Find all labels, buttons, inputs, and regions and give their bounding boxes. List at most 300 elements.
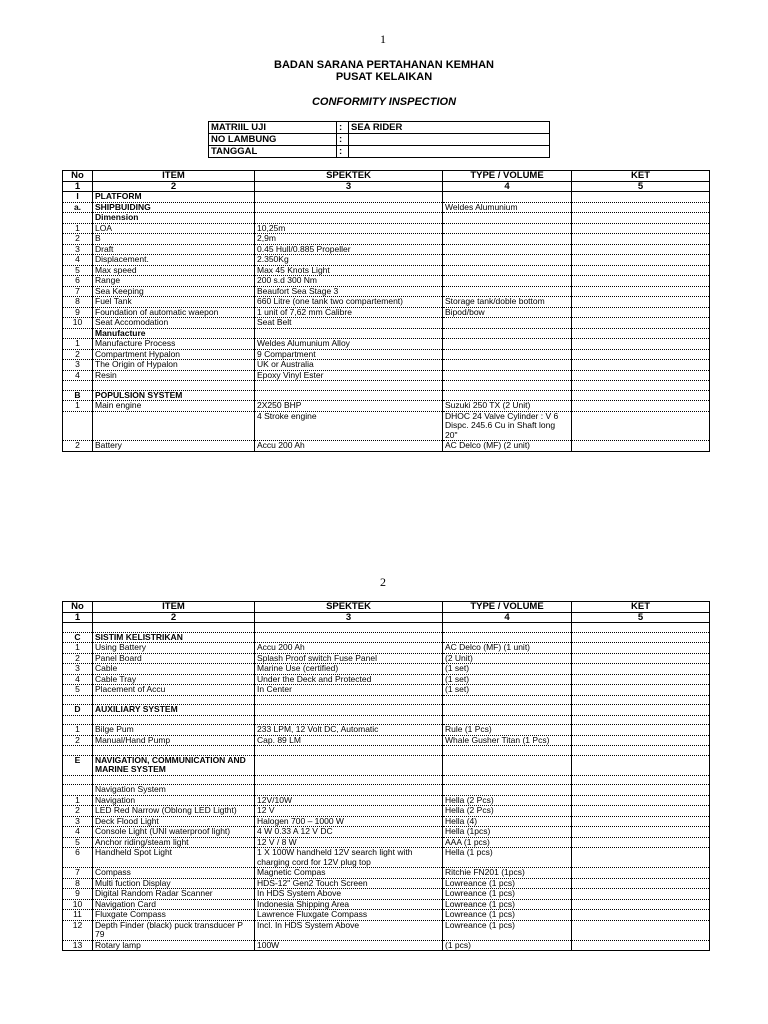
cell-no: 6 <box>63 848 93 868</box>
cell-no: 9 <box>63 889 93 900</box>
cell-spektek: UK or Australia <box>255 360 443 371</box>
cell-type-volume <box>443 339 572 350</box>
table-row <box>63 441 710 452</box>
cell-item: Bilge Pum <box>93 725 255 736</box>
cell-ket <box>572 286 710 297</box>
cell-ket <box>572 318 710 329</box>
cell-spektek: Accu 200 Ah <box>255 441 443 452</box>
col-header-no: No <box>63 602 93 613</box>
table-row <box>63 276 710 287</box>
cell-type-volume <box>443 775 572 785</box>
cell-spektek: Indonesia Shipping Area <box>255 899 443 910</box>
cell-type-volume <box>443 213 572 224</box>
cell-ket <box>572 328 710 339</box>
cell-no <box>63 785 93 796</box>
cell-spektek <box>255 390 443 401</box>
table-row <box>63 725 710 736</box>
column-number-row <box>63 181 710 192</box>
table-row <box>63 213 710 224</box>
cell-ket <box>572 674 710 685</box>
cell-spektek: In HDS System Above <box>255 889 443 900</box>
cell-item: Max speed <box>93 265 255 276</box>
col-number: 2 <box>93 181 255 192</box>
cell-ket <box>572 940 710 951</box>
info-separator: : <box>337 122 349 134</box>
cell-spektek <box>255 785 443 796</box>
cell-ket <box>572 643 710 654</box>
info-separator: : <box>337 146 349 158</box>
cell-no: 5 <box>63 837 93 848</box>
cell-item: Battery <box>93 441 255 452</box>
document-subtitle: CONFORMITY INSPECTION <box>311 96 457 108</box>
table-row <box>63 244 710 255</box>
cell-item: Rotary lamp <box>93 940 255 951</box>
table-row <box>63 715 710 725</box>
cell-type-volume: Lowreance (1 pcs) <box>443 889 572 900</box>
cell-no: B <box>63 390 93 401</box>
cell-type-volume: (2 Unit) <box>443 653 572 664</box>
cell-type-volume <box>443 276 572 287</box>
cell-ket <box>572 255 710 266</box>
cell-ket <box>572 360 710 371</box>
table-row <box>63 889 710 900</box>
cell-item: Depth Finder (black) puck transducer P 79 <box>93 920 255 940</box>
col-number: 4 <box>443 612 572 623</box>
header-line-2: PUSAT KELAIKAN <box>335 71 433 83</box>
cell-item: Cable Tray <box>93 674 255 685</box>
cell-ket <box>572 848 710 868</box>
cell-ket <box>572 695 710 705</box>
cell-no: 2 <box>63 349 93 360</box>
table-row <box>63 411 710 441</box>
cell-item <box>93 746 255 756</box>
col-header-item: ITEM <box>93 602 255 613</box>
info-row <box>209 122 550 134</box>
cell-ket <box>572 775 710 785</box>
cell-type-volume <box>443 705 572 716</box>
cell-ket <box>572 899 710 910</box>
table-row <box>63 307 710 318</box>
cell-no <box>63 381 93 391</box>
cell-spektek <box>255 705 443 716</box>
cell-no: 5 <box>63 685 93 696</box>
cell-spektek: Under the Deck and Protected <box>255 674 443 685</box>
cell-no: C <box>63 632 93 643</box>
cell-ket <box>572 725 710 736</box>
cell-type-volume: Storage tank/doble bottom <box>443 297 572 308</box>
col-number: 2 <box>93 612 255 623</box>
cell-item: Anchor riding/steam light <box>93 837 255 848</box>
cell-type-volume: Bipod/bow <box>443 307 572 318</box>
table-row <box>63 775 710 785</box>
cell-no: 12 <box>63 920 93 940</box>
cell-spektek: Cap. 89 LM <box>255 735 443 746</box>
cell-ket <box>572 735 710 746</box>
cell-item: Cable <box>93 664 255 675</box>
cell-item: Handheld Spot Light <box>93 848 255 868</box>
cell-ket <box>572 401 710 412</box>
cell-spektek <box>255 715 443 725</box>
table-row <box>63 795 710 806</box>
cell-type-volume: Ritchie FN201 (1pcs) <box>443 868 572 879</box>
cell-type-volume: AC Delco (MF) (1 unit) <box>443 643 572 654</box>
table-row <box>63 878 710 889</box>
cell-spektek: 100W <box>255 940 443 951</box>
cell-type-volume: (1 pcs) <box>443 940 572 951</box>
table-row <box>63 643 710 654</box>
table-header-row <box>63 602 710 613</box>
cell-type-volume <box>443 623 572 633</box>
cell-ket <box>572 868 710 879</box>
cell-no: 3 <box>63 816 93 827</box>
table-row <box>63 192 710 203</box>
cell-spektek: 12V/10W <box>255 795 443 806</box>
table-row <box>63 297 710 308</box>
cell-item: Navigation <box>93 795 255 806</box>
cell-no <box>63 623 93 633</box>
cell-no: 1 <box>63 795 93 806</box>
cell-item: Navigation System <box>93 785 255 796</box>
cell-no: 6 <box>63 276 93 287</box>
cell-ket <box>572 441 710 452</box>
table-row <box>63 755 710 775</box>
cell-ket <box>572 785 710 796</box>
cell-no: 13 <box>63 940 93 951</box>
cell-ket <box>572 265 710 276</box>
cell-spektek: Accu 200 Ah <box>255 643 443 654</box>
cell-spektek: Magnetic Compas <box>255 868 443 879</box>
cell-ket <box>572 390 710 401</box>
cell-no: D <box>63 705 93 716</box>
cell-type-volume <box>443 390 572 401</box>
cell-item: Navigation Card <box>93 899 255 910</box>
cell-type-volume: Lowreance (1 pcs) <box>443 899 572 910</box>
cell-ket <box>572 192 710 203</box>
cell-no <box>63 775 93 785</box>
cell-spektek <box>255 192 443 203</box>
cell-item <box>93 715 255 725</box>
cell-type-volume <box>443 381 572 391</box>
cell-type-volume: Rule (1 Pcs) <box>443 725 572 736</box>
cell-item: The Origin of Hypalon <box>93 360 255 371</box>
cell-item: Dimension <box>93 213 255 224</box>
table-row <box>63 746 710 756</box>
cell-ket <box>572 653 710 664</box>
cell-type-volume <box>443 318 572 329</box>
cell-item: Multi fuction Display <box>93 878 255 889</box>
cell-type-volume: Lowreance (1 pcs) <box>443 910 572 921</box>
cell-ket <box>572 307 710 318</box>
col-number: 3 <box>255 612 443 623</box>
cell-item: Range <box>93 276 255 287</box>
cell-item: LED Red Narrow (Oblong LED Ligtht) <box>93 806 255 817</box>
cell-spektek: Epoxy Vinyl Ester <box>255 370 443 381</box>
cell-type-volume <box>443 223 572 234</box>
table-row <box>63 674 710 685</box>
cell-no: 2 <box>63 441 93 452</box>
cell-no: 4 <box>63 255 93 266</box>
cell-spektek: 1 X 100W handheld 12V search light with charging cord for 12V plug top <box>255 848 443 868</box>
cell-item: Placement of Accu <box>93 685 255 696</box>
cell-item: Draft <box>93 244 255 255</box>
cell-spektek: 4 W 0.33 A 12 V DC <box>255 827 443 838</box>
cell-item: POPULSION SYSTEM <box>93 390 255 401</box>
cell-ket <box>572 705 710 716</box>
cell-type-volume: AC Delco (MF) (2 unit) <box>443 441 572 452</box>
table-row <box>63 816 710 827</box>
table-row <box>63 255 710 266</box>
cell-item: Compartment Hypalon <box>93 349 255 360</box>
info-label: MATRIIL UJI <box>209 122 337 134</box>
cell-type-volume <box>443 192 572 203</box>
cell-item: SHIPBUIDING <box>93 202 255 213</box>
cell-spektek: 1 unit of 7,62 mm Calibre <box>255 307 443 318</box>
cell-item <box>93 775 255 785</box>
col-number: 3 <box>255 181 443 192</box>
cell-type-volume: Hella (1 pcs) <box>443 848 572 868</box>
cell-type-volume: Hella (2 Pcs) <box>443 806 572 817</box>
cell-no: 7 <box>63 286 93 297</box>
cell-item: SISTIM KELISTRIKAN <box>93 632 255 643</box>
cell-type-volume <box>443 349 572 360</box>
col-header-spektek: SPEKTEK <box>255 171 443 182</box>
cell-spektek: Lawrence Fluxgate Compass <box>255 910 443 921</box>
cell-ket <box>572 381 710 391</box>
cell-no: 3 <box>63 244 93 255</box>
cell-spektek: 12 V <box>255 806 443 817</box>
cell-item: Console Light (UNI waterproof light) <box>93 827 255 838</box>
cell-item: Manufacture <box>93 328 255 339</box>
cell-spektek: 10,25m <box>255 223 443 234</box>
cell-no <box>63 328 93 339</box>
cell-item: Displacement. <box>93 255 255 266</box>
cell-type-volume: Hella (2 Pcs) <box>443 795 572 806</box>
cell-item: Deck Flood Light <box>93 816 255 827</box>
table-row <box>63 370 710 381</box>
cell-type-volume <box>443 255 572 266</box>
col-number: 1 <box>63 612 93 623</box>
table-row <box>63 705 710 716</box>
cell-type-volume: Hella (4) <box>443 816 572 827</box>
cell-ket <box>572 234 710 245</box>
cell-spektek: Max 45 Knots Light <box>255 265 443 276</box>
cell-item: AUXILIARY SYSTEM <box>93 705 255 716</box>
table-row <box>63 806 710 817</box>
cell-spektek: 2X250 BHP <box>255 401 443 412</box>
cell-item <box>93 623 255 633</box>
cell-no: 10 <box>63 899 93 910</box>
cell-ket <box>572 795 710 806</box>
cell-type-volume: Hella (1pcs) <box>443 827 572 838</box>
cell-spektek <box>255 202 443 213</box>
cell-no: 4 <box>63 827 93 838</box>
inspection-table-page-1 <box>62 170 710 452</box>
column-number-row <box>63 612 710 623</box>
cell-type-volume: DHOC 24 Valve Cylinder : V 6 Dispc. 245.6 Cu in Shaft long 20" <box>443 411 572 441</box>
cell-no: 3 <box>63 360 93 371</box>
col-number: 4 <box>443 181 572 192</box>
cell-spektek: 200 s.d 300 Nm <box>255 276 443 287</box>
cell-ket <box>572 827 710 838</box>
info-row <box>209 146 550 158</box>
table-row <box>63 695 710 705</box>
col-header-ket: KET <box>572 602 710 613</box>
table-row <box>63 653 710 664</box>
header-line-1: BADAN SARANA PERTAHANAN KEMHAN <box>274 59 494 71</box>
cell-no: 11 <box>63 910 93 921</box>
cell-no: a. <box>63 202 93 213</box>
cell-ket <box>572 920 710 940</box>
cell-ket <box>572 339 710 350</box>
cell-ket <box>572 202 710 213</box>
cell-no: 1 <box>63 339 93 350</box>
cell-no: 8 <box>63 878 93 889</box>
cell-ket <box>572 223 710 234</box>
cell-spektek <box>255 775 443 785</box>
table-row <box>63 910 710 921</box>
cell-no: 9 <box>63 307 93 318</box>
cell-type-volume: Weldes Alumunium <box>443 202 572 213</box>
table-row <box>63 940 710 951</box>
cell-item: PLATFORM <box>93 192 255 203</box>
cell-item: B <box>93 234 255 245</box>
cell-item: Manufacture Process <box>93 339 255 350</box>
cell-spektek: Beaufort Sea Stage 3 <box>255 286 443 297</box>
info-row <box>209 134 550 146</box>
info-label: TANGGAL <box>209 146 337 158</box>
cell-no: 7 <box>63 868 93 879</box>
cell-type-volume: Suzuki 250 TX (2 Unit) <box>443 401 572 412</box>
cell-type-volume <box>443 265 572 276</box>
cell-type-volume <box>443 755 572 775</box>
cell-ket <box>572 244 710 255</box>
cell-no <box>63 715 93 725</box>
info-value <box>349 146 550 158</box>
cell-item: Main engine <box>93 401 255 412</box>
cell-spektek: HDS-12" Gen2 Touch Screen <box>255 878 443 889</box>
cell-spektek <box>255 746 443 756</box>
info-value <box>349 134 550 146</box>
cell-type-volume: Lowreance (1 pcs) <box>443 878 572 889</box>
table-row <box>63 899 710 910</box>
table-row <box>63 234 710 245</box>
cell-item: Resin <box>93 370 255 381</box>
table-row <box>63 685 710 696</box>
cell-spektek: 2.350Kg <box>255 255 443 266</box>
cell-item: Manual/Hand Pump <box>93 735 255 746</box>
cell-ket <box>572 878 710 889</box>
cell-spektek <box>255 623 443 633</box>
cell-no <box>63 695 93 705</box>
cell-spektek <box>255 381 443 391</box>
cell-ket <box>572 623 710 633</box>
cell-no: 1 <box>63 643 93 654</box>
col-header-spektek: SPEKTEK <box>255 602 443 613</box>
col-header-type-volume: TYPE / VOLUME <box>443 602 572 613</box>
cell-ket <box>572 297 710 308</box>
col-header-ket: KET <box>572 171 710 182</box>
cell-no: 1 <box>63 223 93 234</box>
cell-type-volume <box>443 785 572 796</box>
col-number: 5 <box>572 612 710 623</box>
col-number: 1 <box>63 181 93 192</box>
info-label: NO LAMBUNG <box>209 134 337 146</box>
info-table <box>208 121 550 158</box>
cell-spektek: 4 Stroke engine <box>255 411 443 441</box>
cell-type-volume <box>443 632 572 643</box>
cell-no: 1 <box>63 401 93 412</box>
cell-no: 5 <box>63 265 93 276</box>
cell-item <box>93 411 255 441</box>
cell-ket <box>572 746 710 756</box>
cell-spektek <box>255 213 443 224</box>
cell-item: Panel Board <box>93 653 255 664</box>
inspection-table-page-2 <box>62 601 710 951</box>
cell-item <box>93 381 255 391</box>
cell-spektek: In Center <box>255 685 443 696</box>
cell-ket <box>572 910 710 921</box>
table-row <box>63 623 710 633</box>
cell-ket <box>572 816 710 827</box>
cell-type-volume <box>443 360 572 371</box>
table-row <box>63 202 710 213</box>
cell-ket <box>572 276 710 287</box>
cell-no <box>63 213 93 224</box>
table-row <box>63 328 710 339</box>
cell-item: Seat Accomodation <box>93 318 255 329</box>
cell-no: 4 <box>63 370 93 381</box>
cell-spektek: 660 Litre (one tank two compartement) <box>255 297 443 308</box>
table-row <box>63 381 710 391</box>
table-row <box>63 735 710 746</box>
table-row <box>63 827 710 838</box>
cell-item: Digital Random Radar Scanner <box>93 889 255 900</box>
cell-type-volume <box>443 715 572 725</box>
cell-ket <box>572 806 710 817</box>
cell-no: E <box>63 755 93 775</box>
cell-spektek: 12 V / 8 W <box>255 837 443 848</box>
cell-type-volume: (1 set) <box>443 674 572 685</box>
cell-ket <box>572 837 710 848</box>
cell-ket <box>572 664 710 675</box>
table-row <box>63 848 710 868</box>
cell-no: 4 <box>63 674 93 685</box>
cell-spektek <box>255 328 443 339</box>
cell-ket <box>572 349 710 360</box>
cell-no: 2 <box>63 653 93 664</box>
cell-spektek: Marine Use (certified) <box>255 664 443 675</box>
cell-type-volume <box>443 370 572 381</box>
info-separator: : <box>337 134 349 146</box>
cell-spektek: 0.45 Hull/0.885 Propeller <box>255 244 443 255</box>
cell-item: NAVIGATION, COMMUNICATION AND MARINE SYSTEM <box>93 755 255 775</box>
table-row <box>63 223 710 234</box>
cell-type-volume: Whale Gusher Titan (1 Pcs) <box>443 735 572 746</box>
cell-item: Fluxgate Compass <box>93 910 255 921</box>
table-row <box>63 401 710 412</box>
info-value: SEA RIDER <box>349 122 550 134</box>
table-row <box>63 632 710 643</box>
col-header-type-volume: TYPE / VOLUME <box>443 171 572 182</box>
cell-no: 2 <box>63 735 93 746</box>
page-number: 2 <box>380 575 386 589</box>
cell-item: Sea Keeping <box>93 286 255 297</box>
col-header-item: ITEM <box>93 171 255 182</box>
cell-spektek: Incl. In HDS System Above <box>255 920 443 940</box>
cell-spektek: 233 LPM, 12 Volt DC, Automatic <box>255 725 443 736</box>
col-header-no: No <box>63 171 93 182</box>
cell-no: I <box>63 192 93 203</box>
